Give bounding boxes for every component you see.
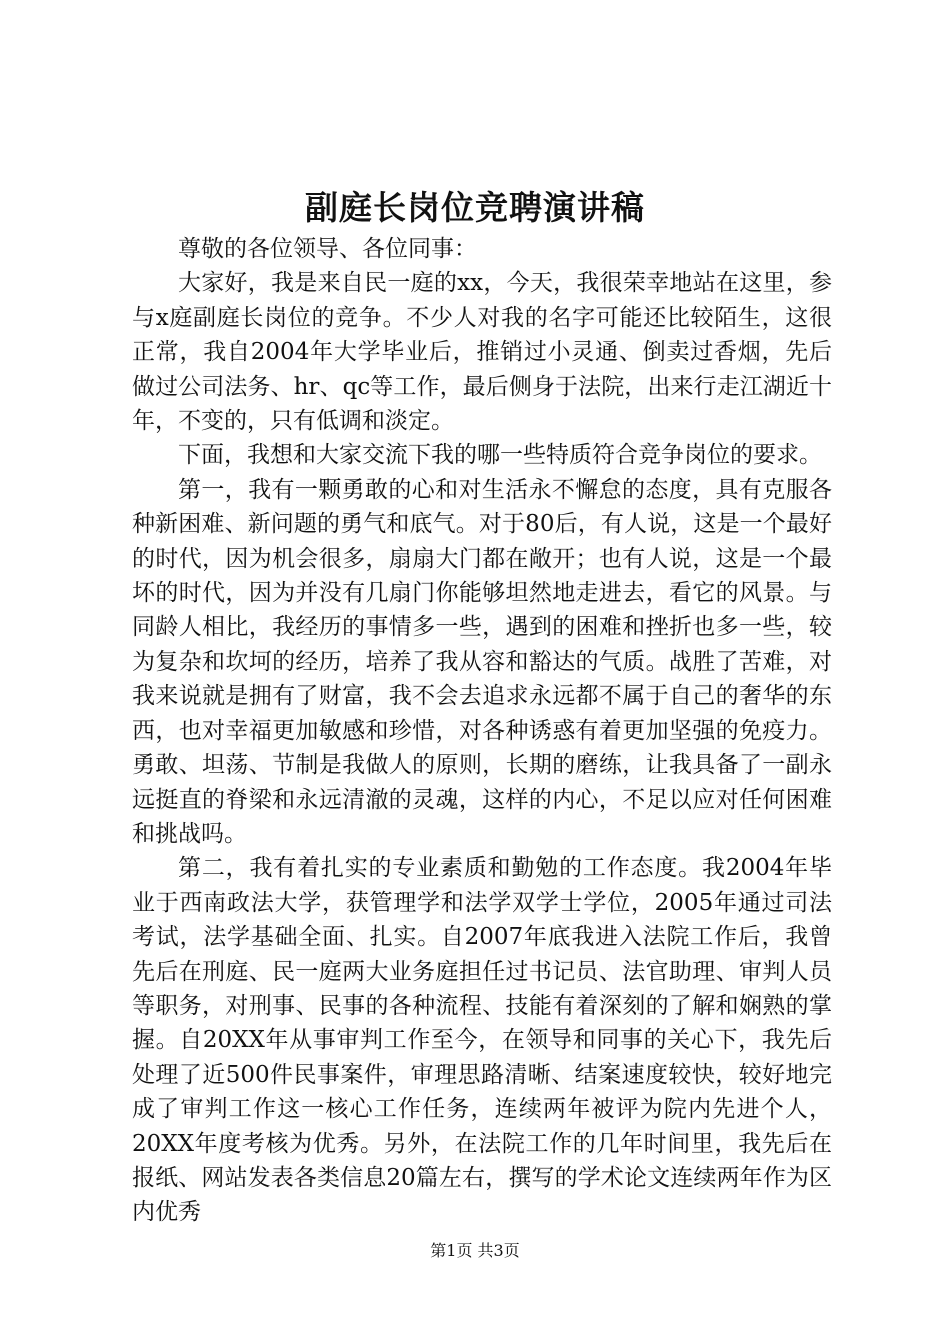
page-number-footer: 第1页 共3页	[430, 1241, 520, 1260]
paragraph-second-point: 第二，我有着扎实的专业素质和勤勉的工作态度。我2004年毕业于西南政法大学，获管理学和法学双学士学位，2005年通过司法考试，法学基础全面、扎实。自2007年底我进入法院工作后，我曾先后在刑庭、民一庭两大业务庭担任过书记员、法官助理、审判人员等职务，对刑事、民事的各种流程、技能有着深刻的了解和娴熟的掌握。自20XX年从事审判工作至今，在领导和同事的关心下，我先后处理了近500件民事案件，审理思路清晰、结案速度较快，较好地完成了审判工作这一核心工作任务，连续两年被评为院内先进个人，20XX年度考核为优秀。另外，在法院工作的几年时间里，我先后在报纸、网站发表各类信息20篇左右，撰写的学术论文连续两年作为区内优秀	[132, 855, 832, 1226]
document-title: 副庭长岗位竞聘演讲稿	[305, 188, 645, 227]
paragraph-transition: 下面，我想和大家交流下我的哪一些特质符合竞争岗位的要求。	[178, 442, 822, 469]
document-body	[132, 232, 832, 1230]
salutation: 尊敬的各位领导、各位同事：	[178, 236, 477, 262]
paragraph-first-point: 第一，我有一颗勇敢的心和对生活永不懈怠的态度，具有克服各种新困难、新问题的勇气和底气。对于80后，有人说，这是一个最好的时代，因为机会很多，扇扇大门都在敞开；也有人说，这是一个最坏的时代，因为并没有几扇门你能够坦然地走进去，看它的风景。与同龄人相比，我经历的事情多一些，遇到的困难和挫折也多一些，较为复杂和坎坷的经历，培养了我从容和豁达的气质。战胜了苦难，对我来说就是拥有了财富，我不会去追求永远都不属于自己的奢华的东西，也对幸福更加敏感和珍惜，对各种诱惑有着更加坚强的免疫力。勇敢、坦荡、节制是我做人的原则，长期的磨练，让我具备了一副永远挺直的脊梁和永远清澈的灵魂，这样的内心，不足以应对任何困难和挑战吗。	[132, 476, 832, 847]
paragraph-intro: 大家好，我是来自民一庭的xx，今天，我很荣幸地站在这里，参与x庭副庭长岗位的竞争。不少人对我的名字可能还比较陌生，这很正常，我自2004年大学毕业后，推销过小灵通、倒卖过香烟，先后做过公司法务、hr、qc等工作，最后侧身于法院，出来行走江湖近十年，不变的，只有低调和淡定。	[132, 270, 832, 435]
